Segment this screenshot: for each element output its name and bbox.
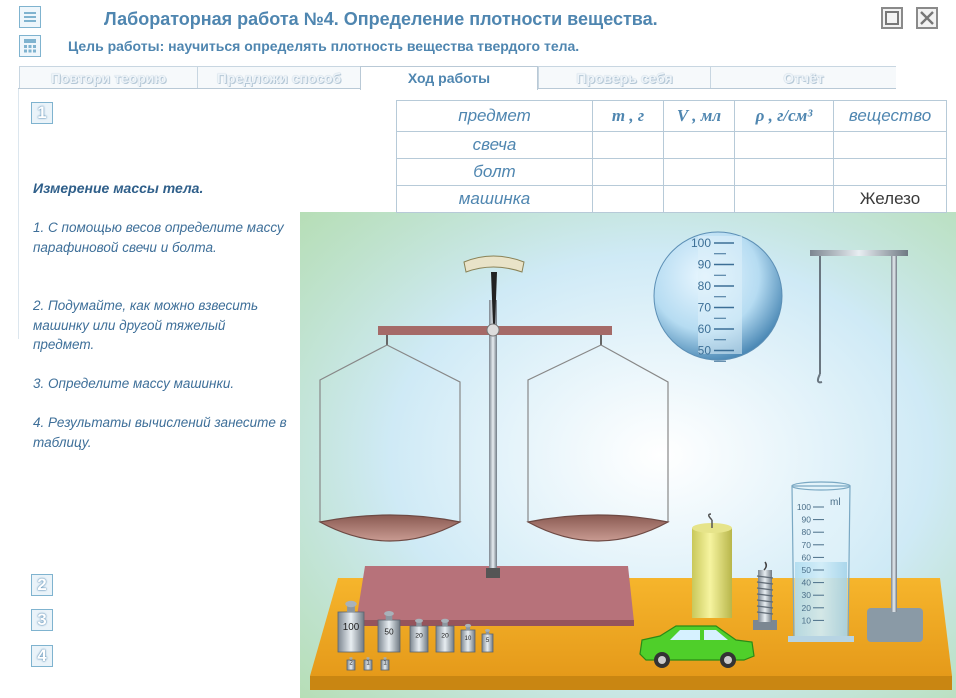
tabletop-edge (310, 676, 952, 690)
stand-rod (891, 252, 897, 612)
header-substance: вещество (834, 101, 947, 132)
table-row (397, 159, 947, 186)
beaker-tick-label: 80 (697, 279, 711, 293)
cylinder-tick-label: 50 (801, 565, 811, 575)
beaker-tick-label: 50 (697, 343, 711, 358)
tab-suggest-method[interactable]: Предложи способ (197, 66, 360, 88)
cell-density[interactable] (735, 186, 834, 213)
stand-base (867, 608, 923, 642)
cylinder-tick-label: 10 (801, 615, 811, 626)
step-button-3[interactable]: 3 (31, 609, 53, 631)
instruction-4: 4. Результаты вычислений занесите в таблицу. (33, 415, 287, 450)
cell-volume[interactable] (664, 159, 735, 186)
goal-text: Цель работы: научиться определять плотность вещества твердого тела. (68, 38, 580, 54)
header-object: предмет (397, 101, 593, 132)
weight-label: 20 (415, 632, 423, 640)
instruction-2: 2. Подумайте, как можно взвесить машинку или другой тяжелый предмет. (33, 298, 259, 352)
weight-label: 5 (485, 638, 490, 645)
cylinder-tick-label: 30 (801, 590, 811, 601)
cylinder-tick-label: 60 (801, 552, 811, 563)
candle (692, 528, 732, 618)
cell-substance[interactable]: Железо (834, 186, 947, 213)
weight-label: 50 (384, 626, 394, 637)
row-object: болт (397, 159, 593, 186)
weight-label: 1 (366, 660, 370, 667)
cell-substance[interactable] (834, 132, 947, 159)
beaker-tick-label: 100 (690, 236, 711, 250)
instructions-title: Измерение массы тела. (33, 180, 204, 196)
weight-label: 20 (441, 632, 449, 640)
cylinder-unit-label: ml (830, 497, 841, 508)
tab-procedure[interactable]: Ход работы (360, 66, 538, 90)
results-table (396, 100, 947, 213)
stand-arm (810, 250, 908, 256)
table-header-row (397, 101, 947, 132)
header-mass: m , г (593, 101, 664, 132)
balance-column (489, 300, 497, 576)
instruction-3: 3. Определите массу машинки. (33, 376, 235, 391)
weight-label: 1 (383, 660, 387, 667)
header-density: ρ , г/см³ (735, 101, 834, 132)
cylinder-tick-label: 90 (801, 514, 811, 525)
tab-theory[interactable]: Повтори теорию (19, 66, 197, 88)
cylinder-tick-label: 40 (801, 577, 811, 588)
weight-label: 100 (342, 622, 360, 633)
page-title: Лабораторная работа №4. Определение плотности вещества. (104, 9, 658, 29)
table-row (397, 186, 947, 213)
beaker-tick-label: 60 (697, 322, 711, 336)
cylinder-tick-label: 70 (801, 539, 811, 550)
cylinder-tick-label: 100 (796, 502, 811, 512)
step-button-1[interactable]: 1 (31, 102, 53, 124)
cell-volume[interactable] (664, 132, 735, 159)
header-volume: V , мл (664, 101, 735, 132)
row-object: машинка (397, 186, 593, 213)
cell-mass[interactable] (593, 132, 664, 159)
beaker-tick-label: 70 (697, 300, 711, 315)
cell-density[interactable] (735, 159, 834, 186)
instruction-1: 1. С помощью весов определите массу парафиновой свечи и болта. (33, 220, 284, 255)
tab-check-yourself[interactable]: Проверь себя (538, 66, 710, 88)
cell-mass[interactable] (593, 159, 664, 186)
cylinder-tick-label: 20 (801, 602, 811, 613)
tab-report[interactable]: Отчёт (710, 66, 896, 88)
weight-label: 2 (349, 660, 353, 667)
cell-volume[interactable] (664, 186, 735, 213)
table-row (397, 132, 947, 159)
beaker-tick-label: 90 (697, 257, 711, 272)
cylinder-tick-label: 80 (801, 527, 811, 538)
step-button-4[interactable]: 4 (31, 645, 53, 667)
weight-label: 10 (464, 635, 472, 642)
step-button-2[interactable]: 2 (31, 574, 53, 596)
cell-density[interactable] (735, 132, 834, 159)
row-object: свеча (397, 132, 593, 159)
cell-mass[interactable] (593, 186, 664, 213)
cell-substance[interactable] (834, 159, 947, 186)
